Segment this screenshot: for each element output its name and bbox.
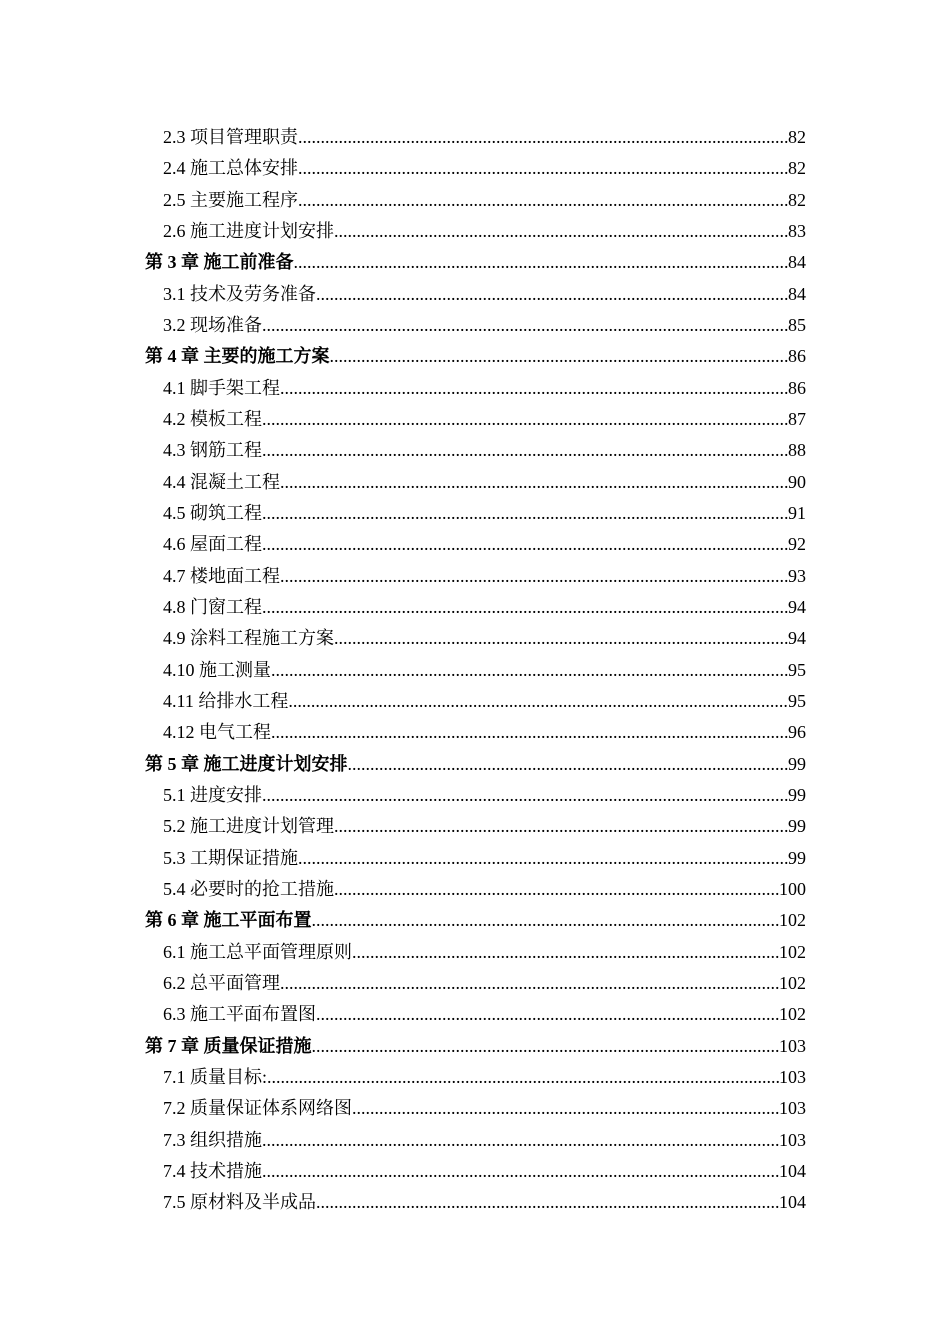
toc-entry-page-number: 95 <box>788 659 806 680</box>
toc-entry-title: 第 3 章 施工前准备 <box>145 252 294 273</box>
toc-entry-page-number: 94 <box>788 628 806 649</box>
toc-entry-page-number: 104 <box>779 1192 806 1213</box>
toc-entry-page-number: 92 <box>788 534 806 555</box>
toc-entry-page-number: 91 <box>788 502 806 523</box>
toc-section-entry[interactable] <box>145 874 806 905</box>
toc-entry-page-number: 102 <box>779 941 806 962</box>
toc-entry-title: 3.2 现场准备 <box>163 314 262 335</box>
toc-section-entry[interactable] <box>145 968 806 999</box>
toc-dot-leader <box>334 623 788 654</box>
toc-entry-page-number: 93 <box>788 565 806 586</box>
toc-entry-title: 4.10 施工测量 <box>163 659 271 680</box>
toc-entry-page-number: 87 <box>788 408 806 429</box>
toc-entry-title: 2.5 主要施工程序 <box>163 189 298 210</box>
toc-section-entry[interactable] <box>145 937 806 968</box>
toc-section-entry[interactable] <box>145 529 806 560</box>
toc-dot-leader <box>262 780 788 811</box>
toc-entry-page-number: 102 <box>779 910 806 931</box>
toc-entry-page-number: 103 <box>779 1035 806 1056</box>
toc-entry-page-number: 99 <box>788 753 806 774</box>
toc-entry-title: 4.5 砌筑工程 <box>163 502 262 523</box>
toc-dot-leader <box>288 686 788 717</box>
toc-section-entry[interactable] <box>145 1125 806 1156</box>
toc-entry-title: 4.6 屋面工程 <box>163 534 262 555</box>
toc-entry-title: 2.4 施工总体安排 <box>163 158 298 179</box>
toc-section-entry[interactable] <box>145 843 806 874</box>
toc-section-entry[interactable] <box>145 999 806 1030</box>
toc-entry-title: 4.12 电气工程 <box>163 722 271 743</box>
toc-section-entry[interactable] <box>145 623 806 654</box>
toc-dot-leader <box>271 655 788 686</box>
toc-dot-leader <box>312 905 780 936</box>
toc-entry-title: 4.3 钢筋工程 <box>163 440 262 461</box>
toc-entry-title: 4.4 混凝土工程 <box>163 471 280 492</box>
toc-dot-leader <box>280 968 779 999</box>
toc-dot-leader <box>298 185 788 216</box>
toc-entry-title: 6.2 总平面管理 <box>163 972 280 993</box>
toc-entry-page-number: 86 <box>788 377 806 398</box>
toc-entry-title: 4.7 楼地面工程 <box>163 565 280 586</box>
toc-entry-title: 5.4 必要时的抢工措施 <box>163 878 334 899</box>
toc-section-entry[interactable] <box>145 1062 806 1093</box>
toc-entry-page-number: 104 <box>779 1160 806 1181</box>
toc-section-entry[interactable] <box>145 279 806 310</box>
toc-entry-page-number: 103 <box>779 1098 806 1119</box>
toc-chapter-entry[interactable] <box>145 247 806 278</box>
toc-entry-title: 4.2 模板工程 <box>163 408 262 429</box>
table-of-contents <box>145 122 806 1218</box>
toc-entry-page-number: 102 <box>779 1004 806 1025</box>
toc-entry-page-number: 83 <box>788 220 806 241</box>
toc-entry-page-number: 84 <box>788 283 806 304</box>
toc-entry-title: 7.1 质量目标: <box>163 1066 268 1087</box>
toc-entry-title: 4.11 给排水工程 <box>163 690 289 711</box>
toc-entry-page-number: 99 <box>788 784 806 805</box>
toc-entry-page-number: 82 <box>788 127 806 147</box>
toc-dot-leader <box>262 498 788 529</box>
toc-dot-leader <box>312 1031 780 1062</box>
toc-dot-leader <box>262 1156 779 1187</box>
toc-dot-leader <box>280 373 788 404</box>
toc-dot-leader <box>267 1062 779 1093</box>
toc-entry-page-number: 82 <box>788 189 806 210</box>
toc-entry-title: 第 5 章 施工进度计划安排 <box>145 753 348 774</box>
toc-section-entry[interactable] <box>145 1093 806 1124</box>
toc-entry-page-number: 85 <box>788 314 806 335</box>
toc-section-entry[interactable] <box>145 686 806 717</box>
toc-section-entry[interactable] <box>145 655 806 686</box>
toc-entry-title: 5.1 进度安排 <box>163 784 262 805</box>
toc-dot-leader <box>298 843 788 874</box>
toc-dot-leader <box>262 1125 779 1156</box>
toc-entry-page-number: 103 <box>779 1066 806 1087</box>
toc-section-entry[interactable] <box>145 1156 806 1187</box>
toc-dot-leader <box>280 561 788 592</box>
toc-section-entry[interactable] <box>145 717 806 748</box>
toc-section-entry[interactable] <box>145 153 806 184</box>
toc-entry-title: 7.3 组织措施 <box>163 1129 262 1150</box>
toc-entry-title: 第 6 章 施工平面布置 <box>145 910 312 931</box>
toc-entry-page-number: 100 <box>779 878 806 899</box>
toc-section-entry[interactable] <box>145 404 806 435</box>
toc-section-entry[interactable] <box>145 310 806 341</box>
toc-dot-leader <box>271 717 788 748</box>
toc-dot-leader <box>334 216 788 247</box>
toc-dot-leader <box>262 529 788 560</box>
toc-entry-title: 7.5 原材料及半成品 <box>163 1192 316 1213</box>
toc-dot-leader <box>298 153 788 184</box>
toc-entry-title: 4.9 涂料工程施工方案 <box>163 628 334 649</box>
toc-entry-page-number: 84 <box>788 252 806 273</box>
toc-entry-title: 5.3 工期保证措施 <box>163 847 298 868</box>
toc-entry-title: 6.3 施工平面布置图 <box>163 1004 316 1025</box>
toc-entry-title: 2.6 施工进度计划安排 <box>163 220 334 241</box>
toc-section-entry[interactable] <box>145 780 806 811</box>
toc-entry-title: 第 4 章 主要的施工方案 <box>145 346 330 367</box>
toc-dot-leader <box>294 247 789 278</box>
toc-section-entry[interactable] <box>145 561 806 592</box>
toc-dot-leader <box>334 811 788 842</box>
toc-entry-title: 2.3 项目管理职责 <box>163 127 298 147</box>
toc-entry-title: 7.4 技术措施 <box>163 1160 262 1181</box>
toc-entry-title: 7.2 质量保证体系网络图 <box>163 1098 352 1119</box>
toc-section-entry[interactable] <box>145 216 806 247</box>
toc-entry-page-number: 103 <box>779 1129 806 1150</box>
toc-entry-title: 第 7 章 质量保证措施 <box>145 1035 312 1056</box>
toc-dot-leader <box>316 999 779 1030</box>
toc-section-entry[interactable] <box>145 435 806 466</box>
toc-dot-leader <box>262 592 788 623</box>
toc-section-entry[interactable] <box>145 592 806 623</box>
toc-dot-leader <box>262 310 788 341</box>
toc-entry-page-number: 94 <box>788 596 806 617</box>
toc-dot-leader <box>316 279 788 310</box>
toc-section-entry[interactable] <box>145 467 806 498</box>
toc-dot-leader <box>330 341 789 372</box>
toc-dot-leader <box>298 122 788 153</box>
toc-entry-page-number: 90 <box>788 471 806 492</box>
toc-entry-title: 4.1 脚手架工程 <box>163 377 280 398</box>
toc-dot-leader <box>348 749 789 780</box>
toc-section-entry[interactable] <box>145 122 806 153</box>
toc-entry-page-number: 96 <box>788 722 806 743</box>
toc-entry-title: 5.2 施工进度计划管理 <box>163 816 334 837</box>
toc-entry-title: 3.1 技术及劳务准备 <box>163 283 316 304</box>
toc-entry-page-number: 82 <box>788 158 806 179</box>
toc-entry-page-number: 99 <box>788 847 806 868</box>
toc-entry-title: 6.1 施工总平面管理原则 <box>163 941 352 962</box>
toc-dot-leader <box>352 1093 779 1124</box>
toc-entry-page-number: 102 <box>779 972 806 993</box>
toc-chapter-entry[interactable] <box>145 1031 806 1062</box>
toc-dot-leader <box>316 1187 779 1218</box>
toc-entry-page-number: 86 <box>788 346 806 367</box>
toc-dot-leader <box>280 467 788 498</box>
toc-dot-leader <box>352 937 779 968</box>
toc-section-entry[interactable] <box>145 185 806 216</box>
toc-chapter-entry[interactable] <box>145 749 806 780</box>
toc-section-entry[interactable] <box>145 498 806 529</box>
toc-dot-leader <box>262 404 788 435</box>
toc-entry-title: 4.8 门窗工程 <box>163 596 262 617</box>
toc-entry-page-number: 95 <box>788 690 806 711</box>
toc-dot-leader <box>334 874 779 905</box>
toc-entry-page-number: 99 <box>788 816 806 837</box>
toc-section-entry[interactable] <box>145 373 806 404</box>
toc-dot-leader <box>262 435 788 466</box>
toc-section-entry[interactable] <box>145 811 806 842</box>
toc-entry-page-number: 88 <box>788 440 806 461</box>
toc-section-entry[interactable] <box>145 1187 806 1218</box>
toc-chapter-entry[interactable] <box>145 905 806 936</box>
toc-chapter-entry[interactable] <box>145 341 806 372</box>
